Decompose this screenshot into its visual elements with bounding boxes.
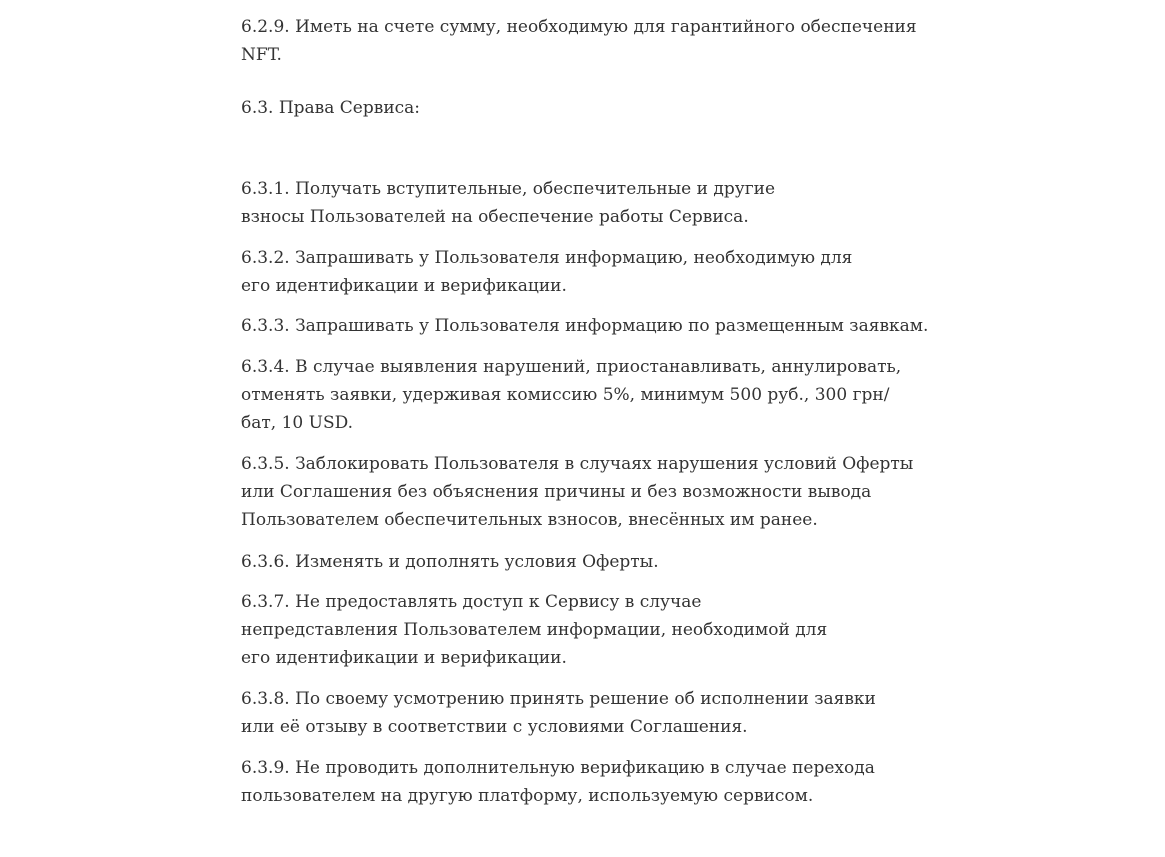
paragraph-6-3-6: 6.3.6. Изменять и дополнять условия Оферты. [241,552,659,572]
paragraph-6-3-5: 6.3.5. Заблокировать Пользователя в случаях нарушения условий Оферты или Соглашения без объяснения причины и без возможности вывода Пользователем обеспечительных взносов, внесённых им ранее. [241,454,914,530]
paragraph-6-3-3: 6.3.3. Запрашивать у Пользователя информацию по размещенным заявкам. [241,316,929,336]
paragraph-6-3-1: 6.3.1. Получать вступительные, обеспечительные и другие взносы Пользователей на обеспечение работы Сервиса. [241,179,776,227]
paragraph-6-3-9: 6.3.9. Не проводить дополнительную верификацию в случае перехода пользователем на другую платформу, используемую сервисом. [241,758,875,806]
paragraph-6-3-8: 6.3.8. По своему усмотрению принять решение об исполнении заявки или её отзыву в соответствии с условиями Соглашения. [241,689,876,737]
section-heading-6-3: 6.3. Права Сервиса: [241,98,421,118]
paragraph-6-2-9: 6.2.9. Иметь на счете сумму, необходимую для гарантийного обеспечения NFT. [241,17,917,65]
paragraph-6-3-2: 6.3.2. Запрашивать у Пользователя информацию, необходимую для его идентификации и верификации. [241,248,853,296]
paragraph-6-3-7: 6.3.7. Не предоставлять доступ к Сервису в случае непредставления Пользователем информации, необходимой для его идентификации и верификации. [241,592,828,668]
paragraph-6-3-4: 6.3.4. В случае выявления нарушений, приостанавливать, аннулировать, отменять заявки, удерживая комиссию 5%, минимум 500 руб., 300 грн/бат, 10 USD. [241,357,902,433]
